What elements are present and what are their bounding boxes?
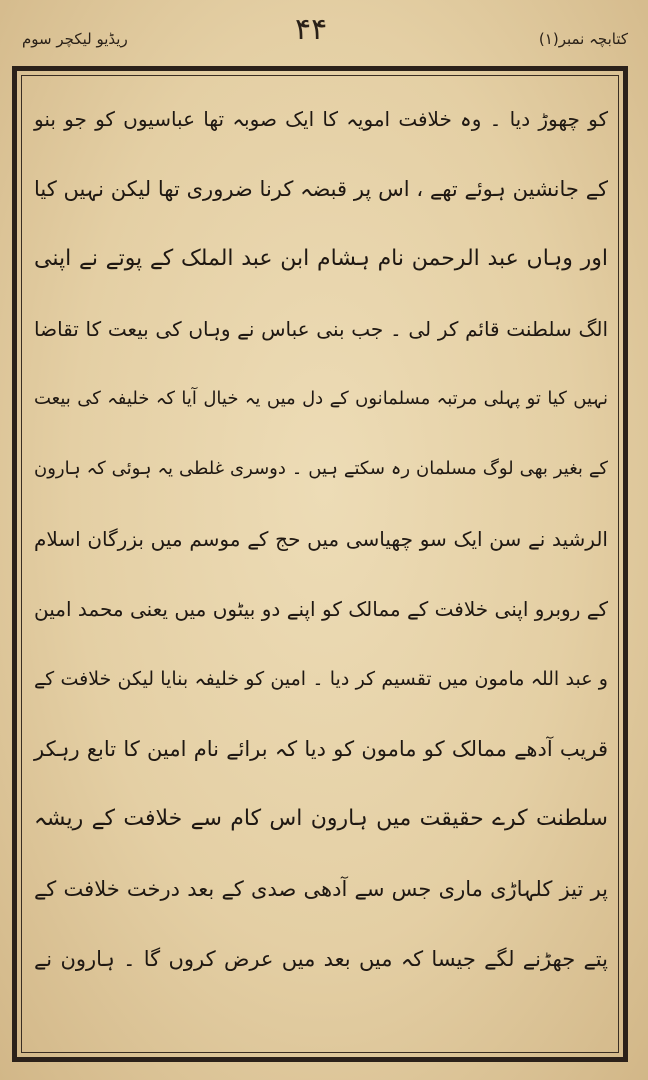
booklet-number: کتابچہ نمبر(۱)	[538, 30, 628, 48]
text-line-4: الگ سلطنت قائم کر لی ۔ جب بنی عباس نے وہاں کی بیعت کا تقاضا	[34, 317, 608, 341]
text-line-3: اور وہاں عبد الرحمن نام ہشام ابن عبد الملک کے پوتے نے اپنی	[34, 246, 608, 271]
text-line-8: کے روبرو اپنی خلافت کے ممالک کو اپنے دو بیٹوں میں یعنی محمد امین	[34, 597, 608, 621]
page-number: ۴۴	[295, 12, 328, 47]
text-line-11: سلطنت کرے حقیقت میں ہارون اس کام سے خلافت کے ریشہ	[34, 806, 608, 831]
series-title: ریڈیو لیکچر سوم	[22, 30, 128, 48]
text-line-9: و عبد اللہ مامون میں تقسیم کر دیا ۔ امین کو خلیفہ بنایا لیکن خلافت کے	[34, 668, 608, 690]
text-line-7: الرشید نے سن ایک سو چھیاسی میں حج کے موسم میں بزرگان اسلام	[34, 527, 608, 551]
text-line-6: کے بغیر بھی لوگ مسلمان رہ سکتے ہیں ۔ دوسری غلطی یہ ہوئی کہ ہارون	[34, 458, 608, 479]
text-line-1: کو چھوڑ دیا ۔ وہ خلافت امویہ کا ایک صوبہ تھا عباسیوں کو جو بنو	[34, 107, 608, 131]
text-line-13: پتے جھڑنے لگے جیسا کہ میں بعد میں عرض کروں گا ۔ ہارون نے	[34, 947, 608, 971]
text-line-10: قریب آدھے ممالک کو مامون کو دیا کہ برائے نام امین کا تابع رہکر	[34, 737, 608, 761]
text-line-2: کے جانشین ہوئے تھے ، اس پر قبضہ کرنا ضروری تھا لیکن نہیں کیا	[34, 177, 608, 201]
text-line-12: پر تیز کلہاڑی ماری جس سے آدھی صدی کے بعد درخت خلافت کے	[34, 877, 608, 901]
page-header	[0, 0, 648, 68]
text-line-5: نہیں کیا تو پہلی مرتبہ مسلمانوں کے دل میں یہ خیال آیا کہ خلیفہ کی بیعت	[34, 388, 608, 409]
body-text	[30, 84, 612, 1044]
